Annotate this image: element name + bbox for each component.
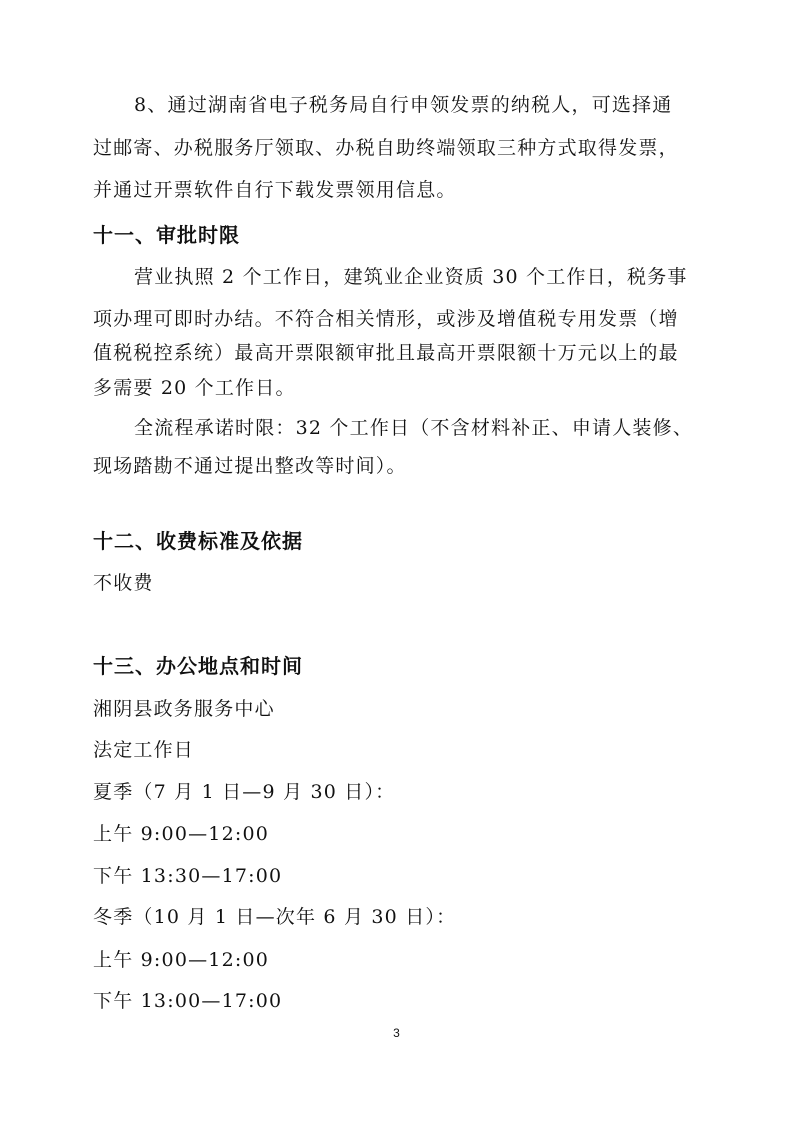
section-11-p1-line-4: 多需要 20 个工作日。: [93, 377, 296, 399]
para8-line-1: 8、通过湖南省电子税务局自行申领发票的纳税人，可选择通: [134, 94, 673, 116]
winter-morning-hours: 上午 9:00—12:00: [93, 949, 270, 971]
office-location: 湘阴县政务服务中心: [93, 698, 275, 720]
section-11-p1-line-1: 营业执照 2 个工作日，建筑业企业资质 30 个工作日，税务事: [134, 266, 688, 288]
section-12-heading: 十二、收费标准及依据: [93, 529, 303, 553]
summer-afternoon-hours: 下午 13:30—17:00: [93, 865, 283, 887]
section-11-p2-line-1: 全流程承诺时限：32 个工作日（不含材料补正、申请人装修、: [134, 417, 694, 439]
section-11-p2-line-2: 现场踏勘不通过提出整改等时间）。: [93, 455, 407, 477]
fee-text: 不收费: [93, 572, 154, 594]
para8-line-3: 并通过开票软件自行下载发票领用信息。: [93, 179, 457, 201]
section-13-heading: 十三、办公地点和时间: [93, 654, 303, 678]
workdays-label: 法定工作日: [93, 739, 195, 761]
section-11-heading: 十一、审批时限: [93, 223, 240, 247]
winter-afternoon-hours: 下午 13:00—17:00: [93, 990, 283, 1012]
section-11-p1-line-3: 值税税控系统）最高开票限额审批且最高开票限额十万元以上的最: [93, 342, 679, 364]
summer-period: 夏季（7 月 1 日—9 月 30 日）：: [93, 781, 396, 803]
para8-line-2: 过邮寄、办税服务厅领取、办税自助终端领取三种方式取得发票，: [93, 137, 679, 159]
section-11-p1-line-2: 项办理可即时办结。不符合相关情形，或涉及增值税专用发票（增: [93, 308, 679, 330]
page-number: 3: [393, 1026, 400, 1040]
winter-period: 冬季（10 月 1 日—次年 6 月 30 日）：: [93, 906, 457, 928]
summer-morning-hours: 上午 9:00—12:00: [93, 823, 270, 845]
